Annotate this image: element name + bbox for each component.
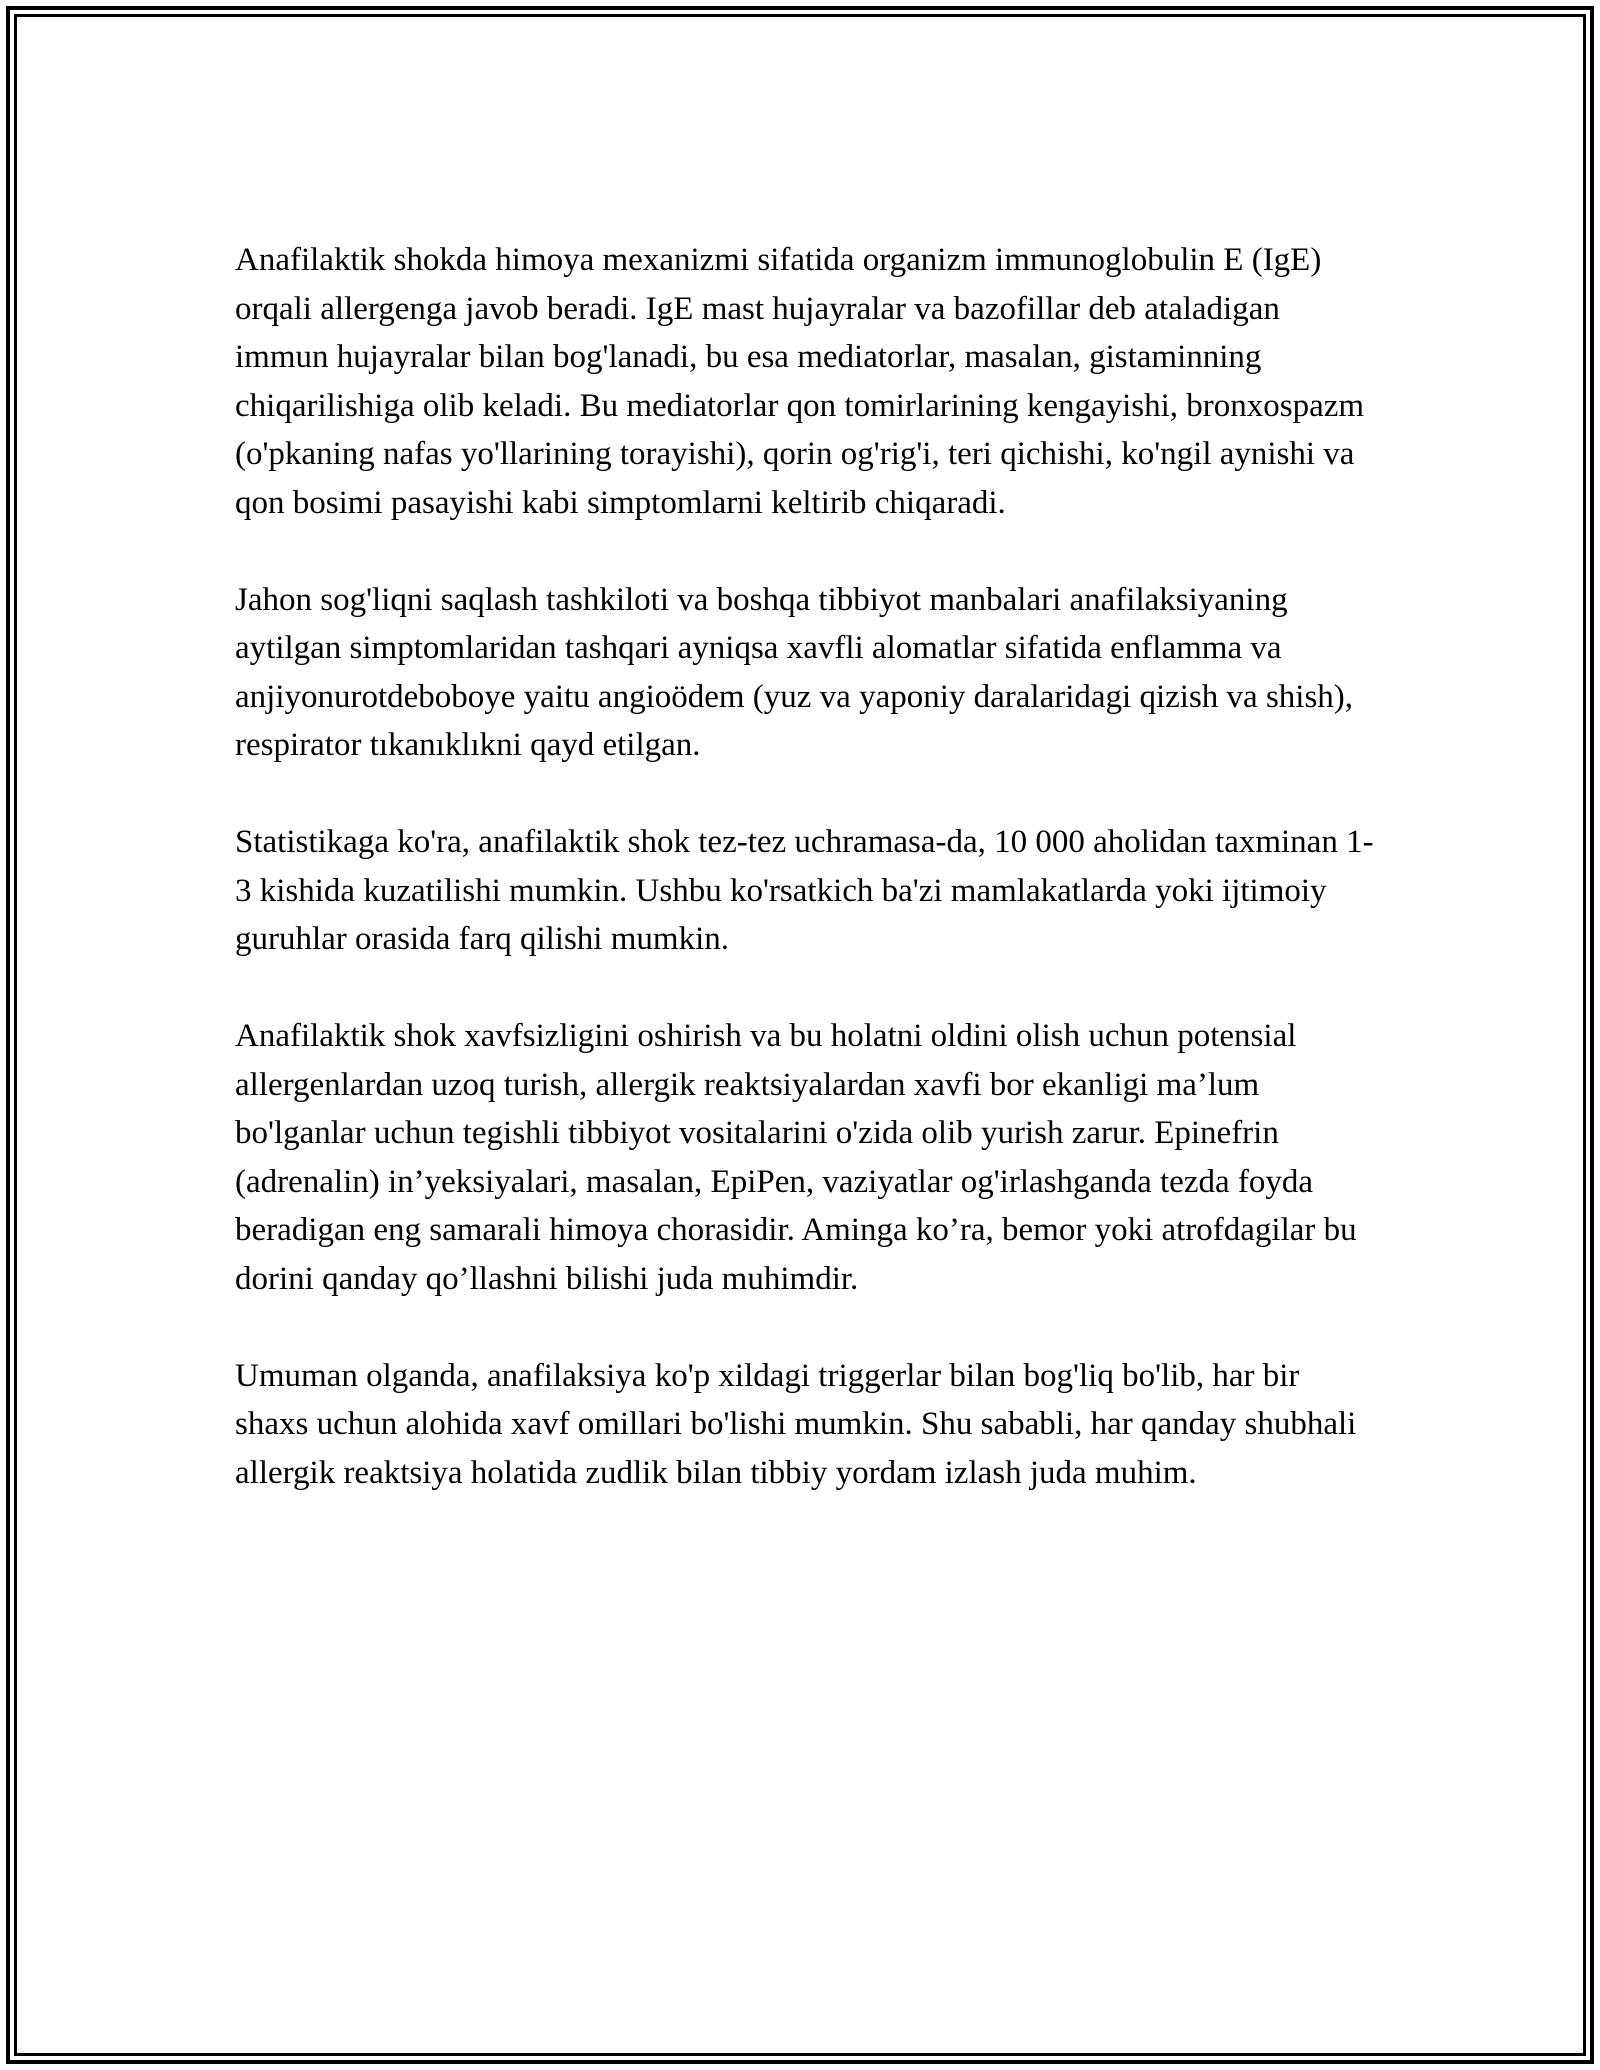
paragraph-ige-mechanism: Anafilaktik shokda himoya mexanizmi sifatida organizm immunoglobulin E (IgE) orqali allergenga javob beradi. IgE mast hujayralar va bazofillar deb ataladigan immun hujayralar bilan bog'lanadi, bu esa mediatorlar, masalan, gistaminning chiqarilishiga olib keladi. Bu mediatorlar qon tomirlarining kengayishi, bronxospazm (o'pkaning nafas yo'llarining torayishi), qorin og'rig'i, teri qichishi, ko'ngil aynishi va qon bosimi pasayishi kabi simptomlarni keltirib chiqaradi.	[235, 242, 1365, 521]
paragraph-who-symptoms: Jahon sog'liqni saqlash tashkiloti va boshqa tibbiyot manbalari anafilaksiyaning aytilgan simptomlaridan tashqari ayniqsa xavfli alomatlar sifatida enflamma va anjiyonurotdeboboye yaitu angioödem (yuz va yaponiy daralaridagi qizish va shish), respirator tıkanıklıkni qayd etilgan.	[235, 581, 1354, 763]
paragraph-conclusion: Umuman olganda, anafilaksiya ko'p xildagi triggerlar bilan bog'liq bo'lib, har bir shaxs uchun alohida xavf omillari bo'lishi mumkin. Shu sababli, har qanday shubhali allergik reaktsiya holatida zudlik bilan tibbiy yordam izlash juda muhim.	[235, 1357, 1357, 1491]
document-body	[235, 236, 1375, 1546]
paragraph-prevention: Anafilaktik shok xavfsizligini oshirish va bu holatni oldini olish uchun potensial allergenlardan uzoq turish, allergik reaktsiyalardan xavfi bor ekanligi ma’lum bo'lganlar uchun tegishli tibbiyot vositalarini o'zida olib yurish zarur. Epinefrin (adrenalin) in’yeksiyalari, masalan, EpiPen, vaziyatlar og'irlashganda tezda foyda beradigan eng samarali himoya chorasidir. Aminga ko’ra, bemor yoki atrofdagilar bu dorini qanday qo’llashni bilishi juda muhimdir.	[235, 1018, 1357, 1297]
paragraph-statistics: Statistikaga ko'ra, anafilaktik shok tez-tez uchramasa-da, 10 000 aholidan taxminan 1-3 kishida kuzatilishi mumkin. Ushbu ko'rsatkich ba'zi mamlakatlarda yoki ijtimoiy guruhlar orasida farq qilishi mumkin.	[235, 824, 1374, 957]
